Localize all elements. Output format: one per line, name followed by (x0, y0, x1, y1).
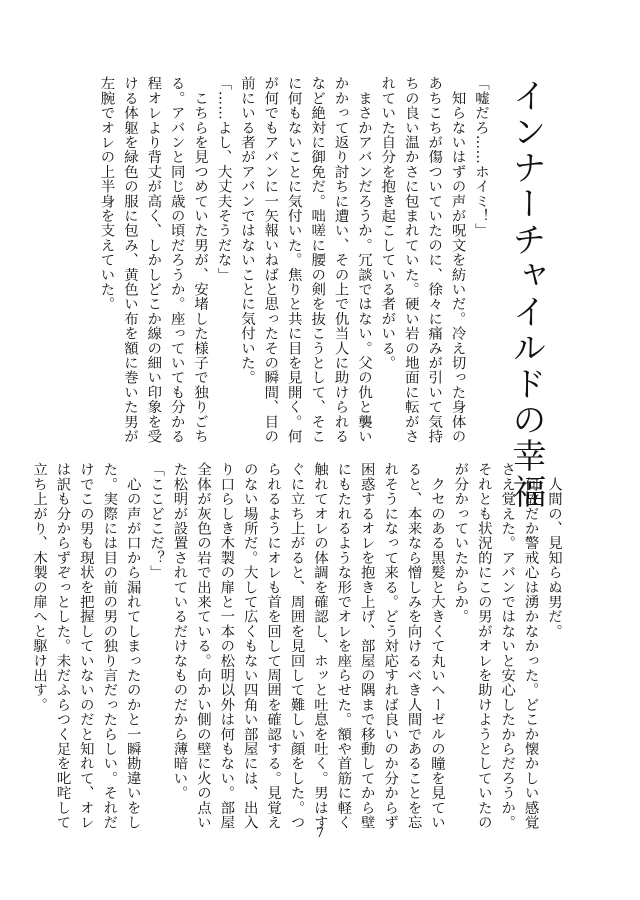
text-line: ると、本来なら憎しみを向けるべき人間であることを忘 (405, 462, 422, 830)
text-line: 「……よし、大丈夫そうだな」 (215, 76, 232, 282)
text-line: かかって返り討ちに遭い、その上で仇当人に助けられる (332, 76, 349, 444)
text-line: は訳も分からずぞっとした。未だふらつく足を叱咤して (54, 462, 71, 830)
text-line: さえ覚えた。アバンではないと安心したからだろうか。 (499, 462, 516, 830)
text-line: 前にいる者がアバンではないことに気付いた。 (238, 76, 255, 385)
text-line: 触れてオレの体調を確認し、ホッと吐息を吐く。男はす (311, 462, 328, 830)
text-line: 何故だか警戒心は湧かなかった。どこか懐かしい感覚 (522, 462, 539, 830)
text-line: ぐに立ち上がると、周囲を見回して難しい顔をした。つ (288, 462, 305, 830)
text-line: にもたれるような形でオレを座らせた。額や首筋に軽く (335, 462, 352, 830)
text-line: など絶対に御免だ。咄嗟に腰の剣を抜こうとして、そこ (309, 76, 326, 444)
text-line: 全体が灰色の岩で出来ている。向かい側の壁に火の点い (194, 462, 211, 830)
text-line: に何もないことに気付いた。焦りと共に目を見開く。何 (285, 76, 302, 444)
text-line: ちの良い温かさに包まれていた。硬い岩の地面に転がさ (402, 76, 419, 444)
text-line: 「ここどこだ？」 (148, 462, 165, 580)
text-line: 心の声が口から漏れてしまったのかと一瞬勘違いをし (124, 462, 141, 830)
chapter-title: インナーチャイルドの幸福 (506, 78, 546, 510)
lower-text-columns (27, 462, 565, 830)
text-line: あちこちが傷ついていたのに、徐々に痛みが引いて気持 (426, 76, 443, 444)
text-line: る。アバンと同じ歳の頃だろうか。座っていても分かる (168, 76, 185, 444)
upper-text-block (70, 76, 492, 456)
text-line: 「嘘だろ……ホイミ！」 (473, 76, 489, 238)
text-line: れそうになって来る。どう対応すれば良いのか分からず (382, 462, 399, 830)
text-line: けでこの男も現状を把握していないのだと知れて、オレ (77, 462, 94, 830)
text-line: それとも状況的にこの男がオレを助けようとしていたの (475, 462, 492, 830)
text-line: 知らないはずの声が呪文を紡いだ。冷え切った身体の (449, 76, 466, 444)
text-line: た松明が設置されているだけなものだから薄暗い。 (171, 462, 188, 801)
text-line: クセのある黒髪と大きくて丸いヘーゼルの瞳を見てい (428, 462, 445, 830)
text-line: た。実際には目の前の男の独り言だったらしい。それだ (101, 462, 118, 830)
text-line: こちらを見つめていた男が、安堵した様子で独りごち (192, 76, 209, 444)
text-line: 左腕でオレの上半身を支えていた。 (98, 76, 115, 312)
text-line: が何でもアバンに一矢報いねばと思ったその瞬間、目の (262, 76, 279, 444)
upper-text-columns (94, 76, 492, 444)
text-line: れていた自分を抱き起こしている者がいる。 (379, 76, 396, 370)
page-number: 7 (315, 826, 325, 841)
text-line: が分かっていたからか。 (452, 462, 469, 624)
text-line: まさかアバンだろうか。冗談ではない。父の仇と襲い (355, 76, 372, 444)
text-line: 人間の、見知らぬ男だ。 (546, 462, 562, 639)
text-line: のない場所だ。大して広くもない四角い部屋には、出入 (241, 462, 258, 830)
text-line: 立ち上がり、木製の扉へと駆け出す。 (31, 462, 48, 712)
text-line: られるようにオレも首を回して周囲を確認する。見覚え (265, 462, 282, 830)
text-line: 程オレより背丈が高く、しかしどこか線の細い印象を受 (145, 76, 162, 444)
text-line: ける体躯を緑色の服に包み、黄色い布を額に巻いた男が (121, 76, 138, 444)
text-line: り口らしき木製の扉と一本の松明以外は何もない。部屋 (218, 462, 235, 830)
text-line: 困惑するオレを抱き上げ、部屋の隅まで移動してから壁 (358, 462, 375, 830)
lower-text-block (31, 462, 565, 842)
